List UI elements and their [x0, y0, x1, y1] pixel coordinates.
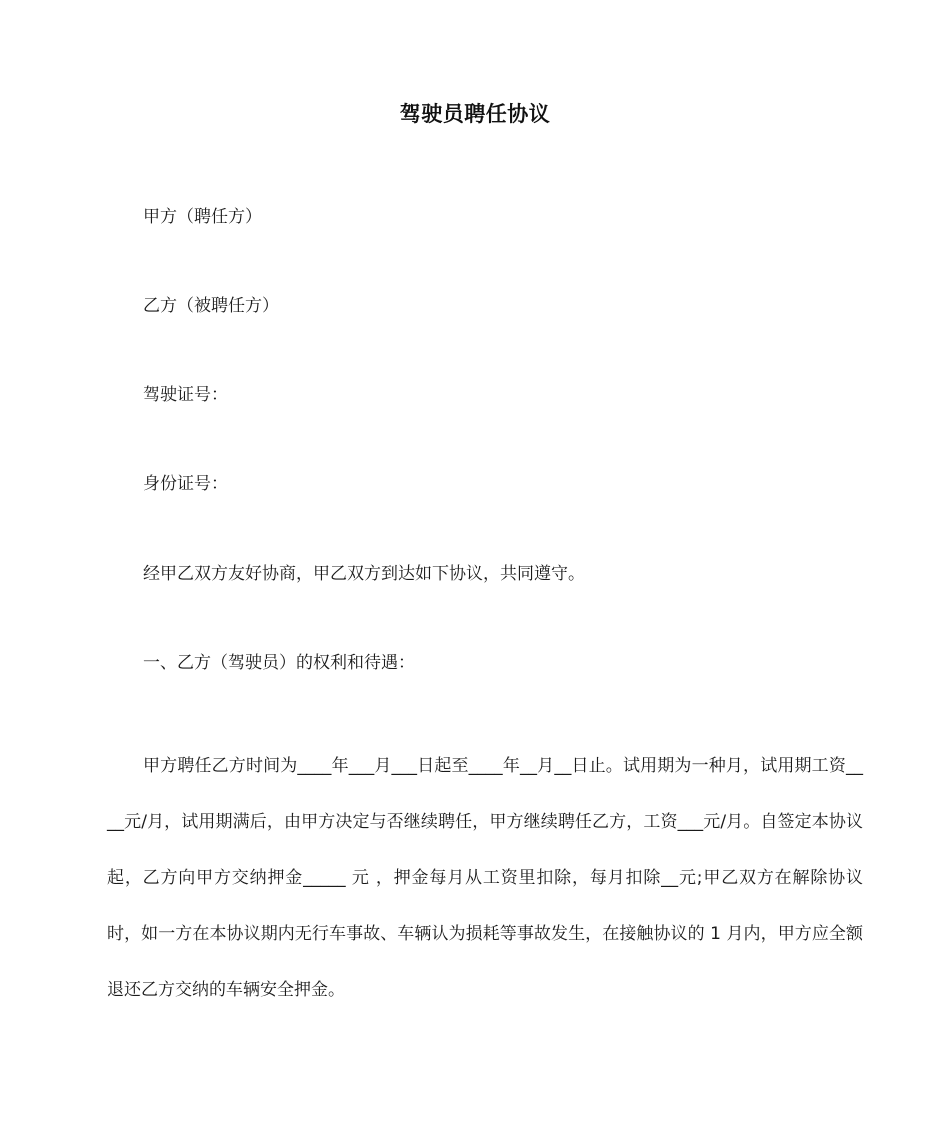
- section-1-body: 甲方聘任乙方时间为____年___月___日起至____年__月__日止。试用期为一种月，试用期工资____元/月，试用期满后，由甲方决定与否继续聘任，甲方继续聘任乙方，工资___元/月。自签定本协议起，乙方向甲方交纳押金_____ 元 ，押金每月从工资里扣除，每月扣除__元;甲乙双方在解除协议时，如一方在本协议期内无行车事故、车辆认为损耗等事故发生，在接触协议的 1 月内，甲方应全额退还乙方交纳的车辆安全押金。: [107, 756, 863, 1000]
- party-a-line: 甲方（聘任方）: [143, 207, 262, 227]
- document-title: 驾驶员聘任协议: [399, 102, 551, 126]
- intro-paragraph: 经甲乙双方友好协商，甲乙双方到达如下协议，共同遵守。: [143, 564, 585, 584]
- license-number-line: 驾驶证号：: [143, 385, 228, 405]
- section-1-heading: 一、乙方（驾驶员）的权利和待遇：: [143, 653, 415, 673]
- id-number-line: 身份证号：: [143, 474, 228, 494]
- party-b-line: 乙方（被聘任方）: [143, 296, 279, 316]
